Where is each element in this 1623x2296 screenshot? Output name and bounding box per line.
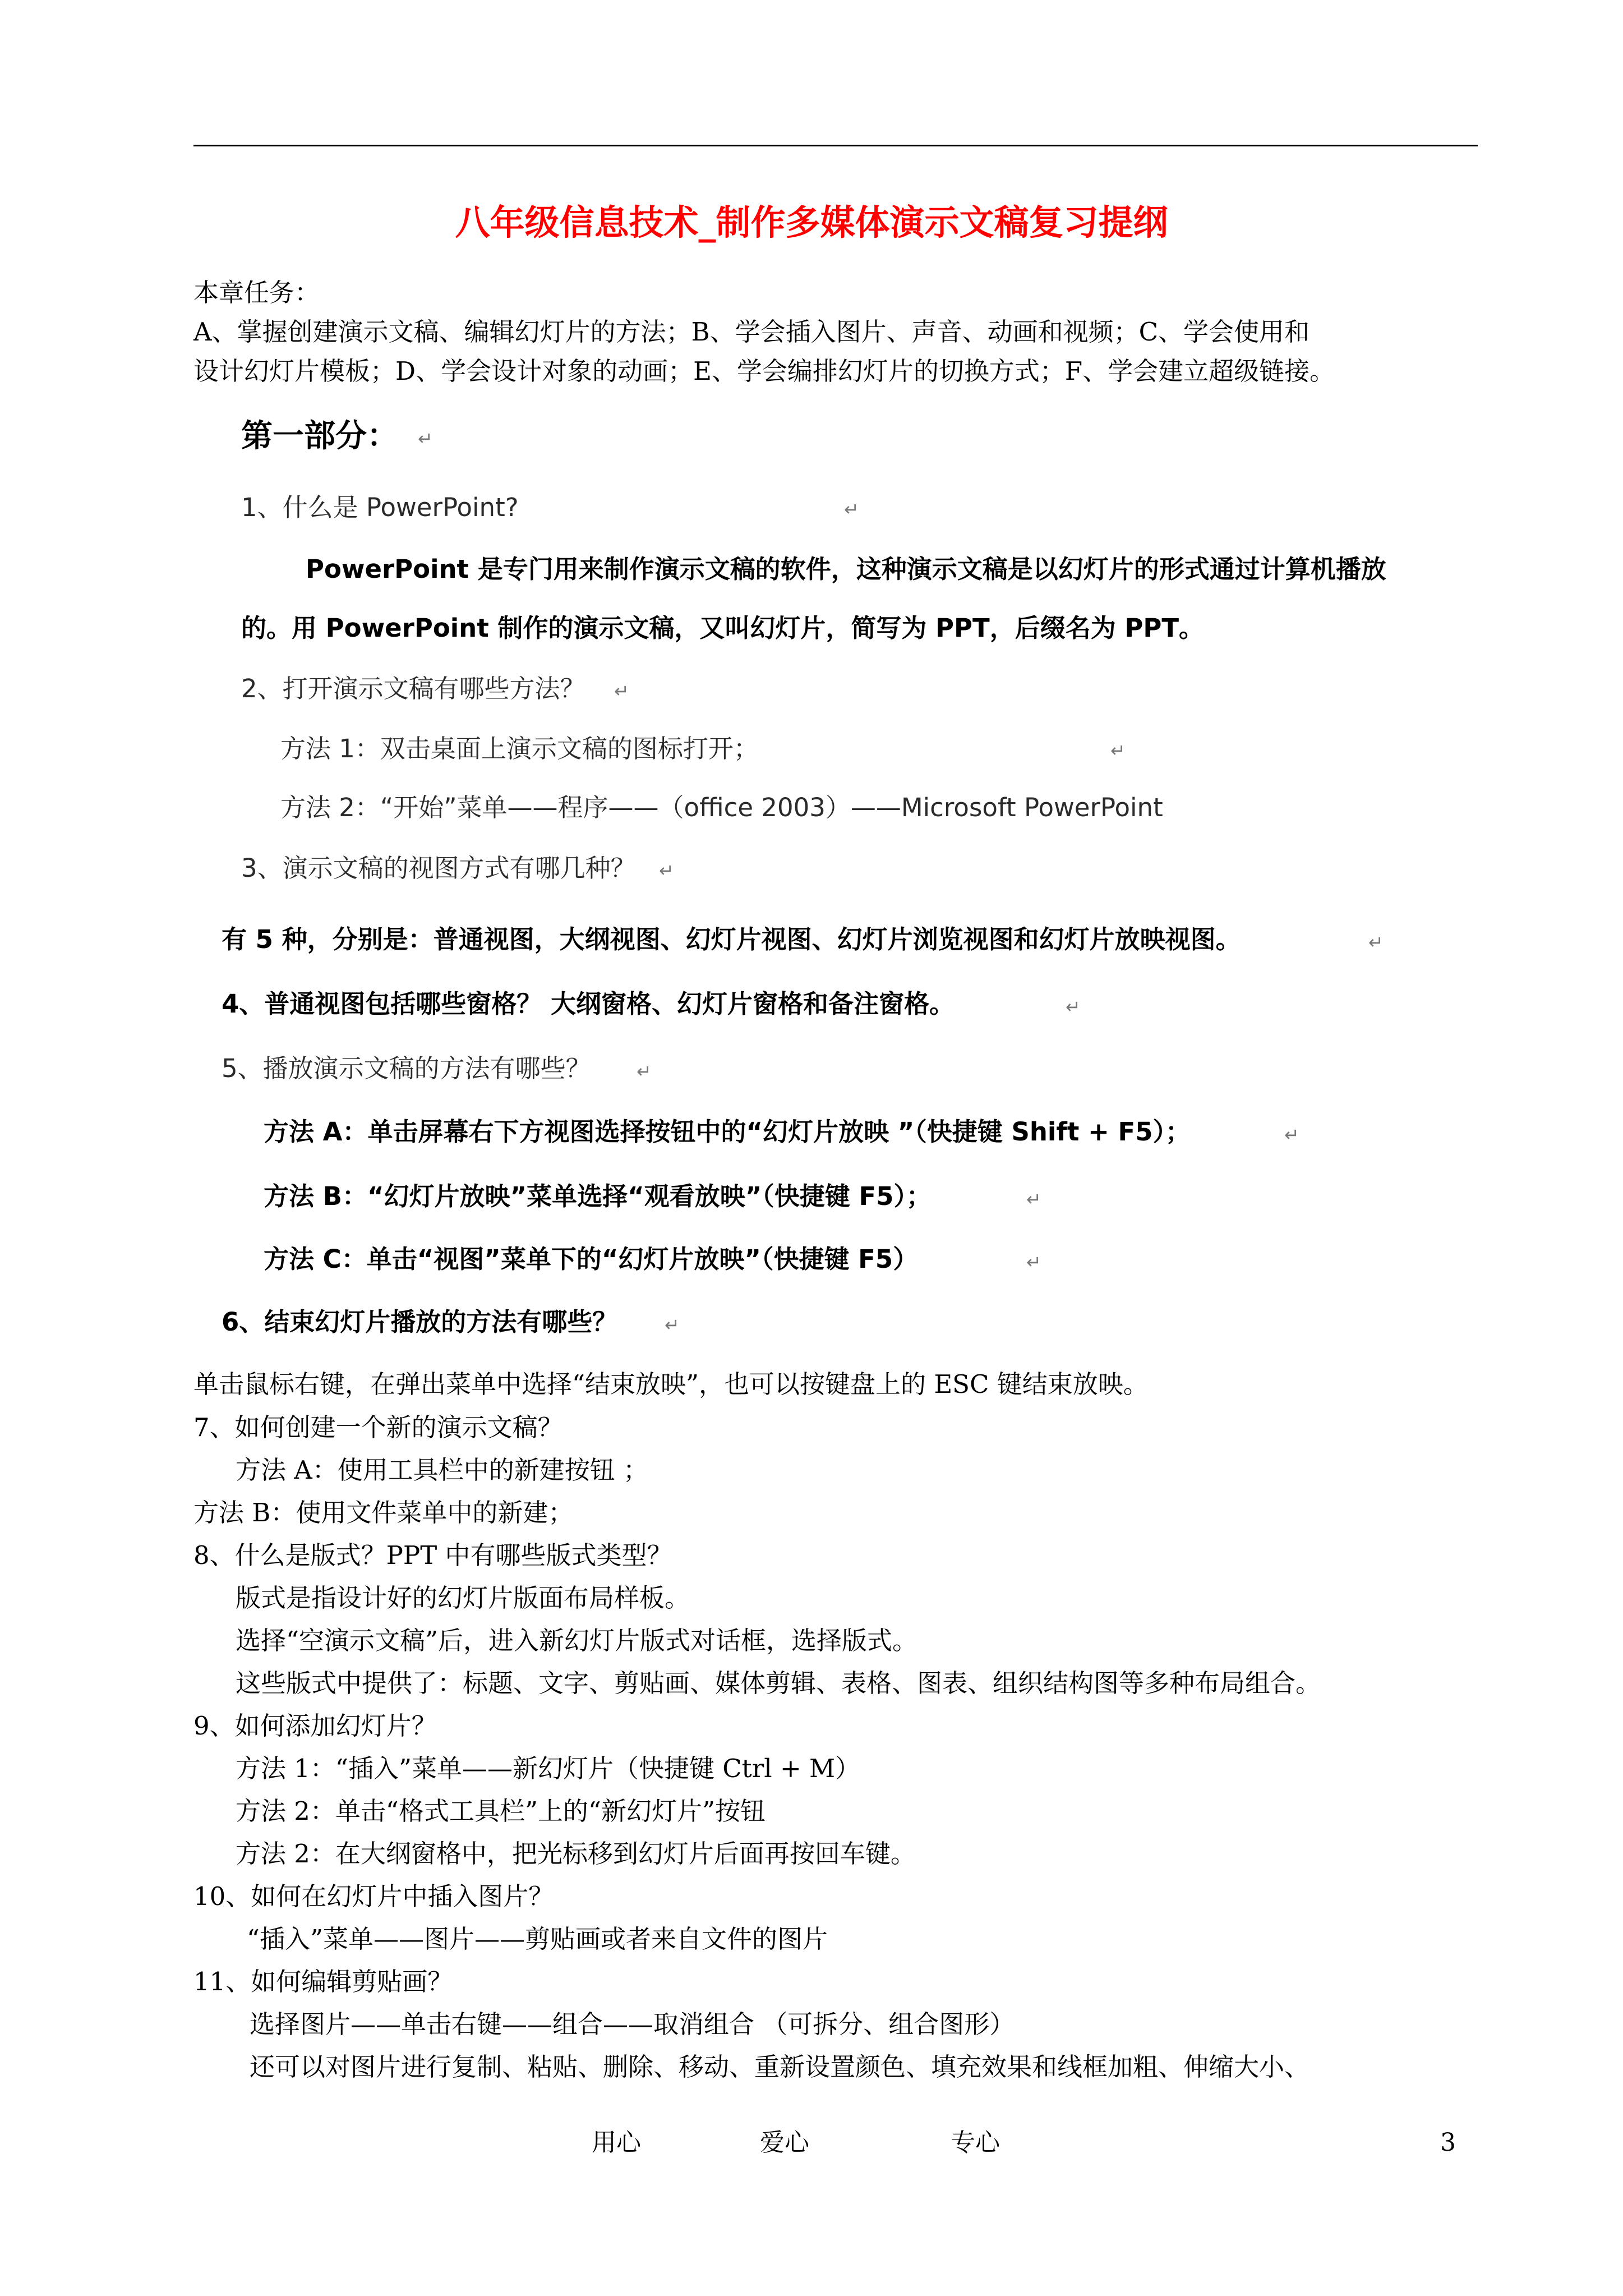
paragraph-mark-icon: ↵ (637, 1061, 652, 1082)
paragraph-mark-icon: ↵ (844, 499, 859, 520)
question-3: 3、演示文稿的视图方式有哪几种？ (241, 853, 636, 883)
answer-9-line-2: 方法 2：单击“格式工具栏”上的“新幻灯片”按钮 (236, 1796, 766, 1826)
answer-8-line-3: 这些版式中提供了：标题、文字、剪贴画、媒体剪辑、表格、图表、组织结构图等多种布局组合。 (236, 1668, 1321, 1698)
answer-3: 有 5 种，分别是：普通视图，大纲视图、幻灯片视图、幻灯片浏览视图和幻灯片放映视图。 (222, 924, 1241, 954)
answer-10: “插入”菜单——图片——剪贴画或者来自文件的图片 (247, 1924, 828, 1954)
answer-5-method-a: 方法 A：单击屏幕右下方视图选择按钮中的“幻灯片放映 ”（快捷键 Shift + F5）； (264, 1117, 1191, 1147)
paragraph-mark-icon: ↵ (1110, 740, 1126, 761)
paragraph-mark-icon: ↵ (614, 680, 629, 702)
answer-5-method-c: 方法 C：单击“视图”菜单下的“幻灯片放映”（快捷键 F5） (264, 1244, 919, 1274)
answer-1-line-2: 的。用 PowerPoint 制作的演示文稿，又叫幻灯片，简写为 PPT，后缀名为 PPT。 (241, 613, 1205, 643)
document-title: 八年级信息技术_制作多媒体演示文稿复习提纲 (455, 202, 1168, 243)
paragraph-mark-icon: ↵ (1066, 996, 1081, 1018)
answer-6: 单击鼠标右键，在弹出菜单中选择“结束放映”，也可以按键盘上的 ESC 键结束放映。 (193, 1369, 1149, 1399)
answer-1-line-1: PowerPoint 是专门用来制作演示文稿的软件，这种演示文稿是以幻灯片的形式通过计算机播放 (306, 554, 1386, 584)
answer-8-line-2: 选择“空演示文稿”后，进入新幻灯片版式对话框，选择版式。 (236, 1626, 918, 1655)
question-7: 7、如何创建一个新的演示文稿？ (193, 1412, 563, 1442)
answer-11-line-1: 选择图片——单击右键——组合——取消组合 （可拆分、组合图形） (250, 2009, 1015, 2039)
part-heading: 第一部分： (241, 418, 398, 454)
page-number: 3 (1440, 2128, 1456, 2157)
paragraph-mark-icon: ↵ (1368, 932, 1384, 953)
header-rule (193, 145, 1478, 146)
paragraph-mark-icon: ↵ (1284, 1124, 1299, 1145)
question-6: 6、结束幻灯片播放的方法有哪些？ (222, 1307, 618, 1337)
intro-line-2: 设计幻灯片模板；D、学会设计对象的动画；E、学会编排幻灯片的切换方式；F、学会建立超级链接。 (193, 356, 1335, 386)
paragraph-mark-icon: ↵ (659, 860, 674, 881)
answer-11-line-2: 还可以对图片进行复制、粘贴、删除、移动、重新设置颜色、填充效果和线框加粗、伸缩大小、 (250, 2052, 1310, 2082)
answer-2-method-2: 方法 2：“开始”菜单——程序——（office 2003）——Microsoft PowerPoint (280, 793, 1163, 822)
answer-8-line-1: 版式是指设计好的幻灯片版面布局样板。 (236, 1583, 690, 1613)
paragraph-mark-icon: ↵ (665, 1314, 680, 1336)
intro-label: 本章任务： (193, 278, 320, 307)
question-8: 8、什么是版式？PPT 中有哪些版式类型？ (193, 1540, 672, 1570)
intro-line-1: A、掌握创建演示文稿、编辑幻灯片的方法；B、学会插入图片、声音、动画和视频；C、学会使用和 (193, 317, 1310, 347)
paragraph-mark-icon: ↵ (418, 428, 433, 449)
question-4: 4、普通视图包括哪些窗格？ 大纲窗格、幻灯片窗格和备注窗格。 (222, 989, 955, 1019)
footer-right: 专心 (951, 2128, 1000, 2157)
footer-middle: 爱心 (760, 2128, 809, 2157)
paragraph-mark-icon: ↵ (1026, 1189, 1041, 1210)
question-11: 11、如何编辑剪贴画？ (193, 1967, 453, 1996)
answer-5-method-b: 方法 B：“幻灯片放映”菜单选择“观看放映”（快捷键 F5）； (264, 1181, 932, 1211)
question-9: 9、如何添加幻灯片？ (193, 1711, 437, 1741)
answer-7-method-b: 方法 B：使用文件菜单中的新建； (193, 1498, 574, 1527)
answer-7-method-a: 方法 A：使用工具栏中的新建按钮 ； (236, 1455, 649, 1485)
question-10: 10、如何在幻灯片中插入图片？ (193, 1881, 554, 1911)
answer-9-line-3: 方法 2：在大纲窗格中，把光标移到幻灯片后面再按回车键。 (236, 1839, 916, 1869)
paragraph-mark-icon: ↵ (1026, 1251, 1041, 1273)
question-2: 2、打开演示文稿有哪些方法？ (241, 674, 585, 703)
question-5: 5、播放演示文稿的方法有哪些？ (222, 1053, 591, 1083)
footer-left: 用心 (592, 2128, 641, 2157)
answer-2-method-1: 方法 1：双击桌面上演示文稿的图标打开； (280, 734, 759, 763)
question-1: 1、什么是 PowerPoint? (241, 493, 519, 522)
answer-9-line-1: 方法 1：“插入”菜单——新幻灯片（快捷键 Ctrl + M） (236, 1754, 861, 1783)
